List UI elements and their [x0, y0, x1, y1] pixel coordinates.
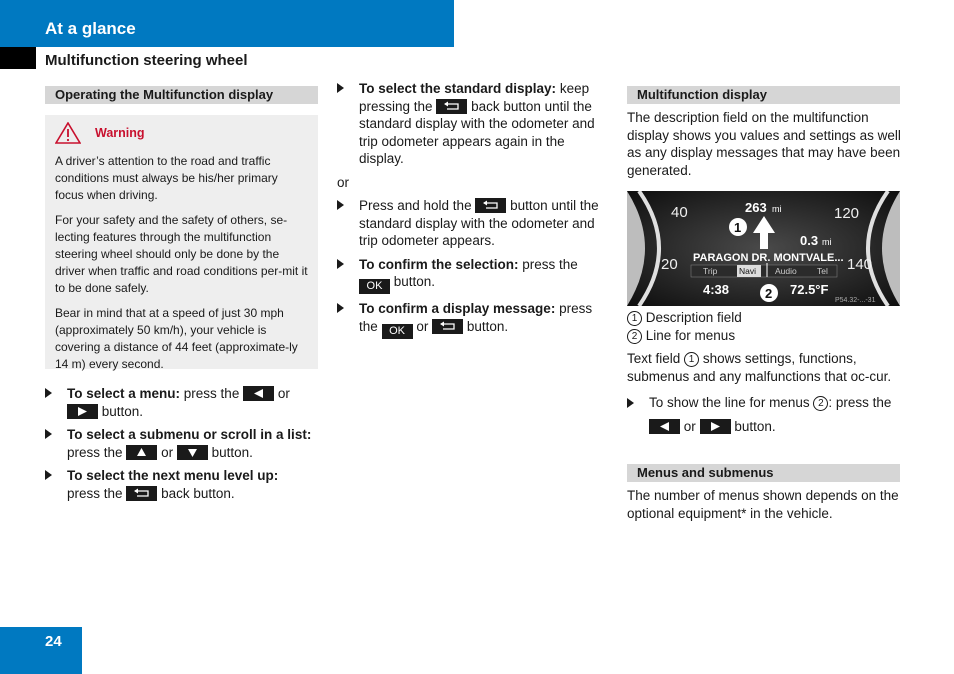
image-code: P54.32-...-31 — [835, 297, 876, 304]
or-text: or — [161, 444, 174, 460]
step-confirm-selection — [337, 256, 609, 295]
bullet-arrow-icon — [337, 83, 344, 93]
warning-label: Warning — [95, 125, 145, 140]
section-title: Multifunction steering wheel — [45, 52, 248, 69]
text-field-paragraph — [627, 350, 902, 385]
menus-paragraph: The number of menus shown depends on the optional equipment* in the vehicle. — [627, 488, 899, 521]
step-label: To confirm a display message: — [359, 301, 556, 316]
step-show-menu-line — [627, 391, 902, 439]
step-text: Press and hold the — [359, 198, 472, 213]
bullet-arrow-icon — [337, 303, 344, 313]
number-circle: 2 — [813, 396, 828, 411]
section-marker — [0, 47, 36, 69]
step-text: press the — [67, 485, 123, 501]
up-arrow-button-icon — [126, 445, 157, 460]
number-circle: 1 — [627, 311, 642, 326]
page-number-band — [0, 627, 82, 674]
warning-paragraph-1: A driver’s attention to the road and traffic conditions must always be his/her primary focus when driving. — [55, 154, 278, 202]
left-steps — [45, 385, 320, 502]
clock: 4:38 — [703, 282, 730, 297]
description-paragraph: The description field on the multifunction display shows you values and settings as well as any display messages that may have been generated. — [627, 110, 901, 178]
bullet-arrow-icon — [337, 200, 344, 210]
step-text: press the — [359, 301, 593, 334]
gauge-label: 120 — [834, 205, 860, 222]
menu-tel: Tel — [817, 266, 828, 276]
step-menu-level-up — [45, 467, 320, 502]
step-text: button. — [101, 403, 144, 419]
menu-audio: Audio — [775, 266, 797, 276]
gauge-label: 20 — [661, 256, 678, 273]
step-text: back button until the standard display with the odometer and trip odometer appears again in the display. — [359, 98, 595, 166]
body-text: shows settings, functions, submenus and any malfunctions that oc-cur. — [627, 351, 892, 384]
caption-line-for-menus — [627, 327, 902, 345]
bullet-arrow-icon — [627, 398, 634, 408]
step-label: To select a submenu or scroll in a list: — [67, 427, 312, 442]
multifunction-display-photo — [627, 191, 900, 306]
left-arrow-button-icon — [243, 386, 274, 401]
step-select-menu — [45, 385, 320, 420]
number-circle: 2 — [627, 329, 642, 344]
warning-paragraph-2: For your safety and the safety of others, se-lecting features through the multifunction steering wheel should only be done by the driver when traffic and road conditions per-mit it to be done safely. — [55, 213, 308, 295]
step-standard-display — [337, 80, 609, 168]
temperature: 72.5°F — [790, 282, 829, 297]
step-label: To select the next menu level up: — [67, 468, 279, 483]
or-text: or — [416, 318, 429, 334]
warning-box — [45, 115, 318, 369]
menus-submenus-heading: Menus and submenus — [627, 464, 900, 482]
small-distance-unit: mi — [822, 237, 832, 247]
distance-value: 263 — [745, 200, 767, 215]
step-text: button. — [211, 444, 253, 460]
page-number: 24 — [45, 633, 62, 650]
street-name: PARAGON DR. MONTVALE... — [693, 252, 844, 264]
step-text: button. — [734, 419, 776, 434]
chapter-title: At a glance — [45, 19, 136, 38]
callout-2-label: 2 — [765, 286, 773, 301]
back-button-icon — [436, 99, 467, 114]
step-text: press the — [522, 256, 578, 272]
step-text: To show the line for menus — [649, 395, 810, 410]
back-button-icon — [126, 486, 157, 501]
right-arrow-button-icon — [67, 404, 98, 419]
operating-display-heading: Operating the Multifunction display — [45, 86, 318, 104]
or-text: or — [277, 386, 290, 401]
step-text: keep pressing the — [359, 81, 590, 114]
or-separator: or — [337, 174, 350, 190]
body-text: Text field — [627, 351, 681, 366]
gauge-label: 40 — [671, 204, 688, 221]
step-text: : press the — [828, 395, 892, 410]
ok-button-icon: OK — [359, 279, 390, 294]
warning-triangle-icon — [55, 122, 81, 144]
middle-steps — [337, 80, 609, 339]
menu-trip: Trip — [703, 266, 718, 276]
distance-unit: mi — [772, 204, 782, 214]
left-arrow-button-icon — [649, 419, 680, 434]
or-text: or — [683, 419, 696, 434]
bullet-arrow-icon — [337, 259, 344, 269]
down-arrow-button-icon — [177, 445, 208, 460]
back-button-icon — [475, 198, 506, 213]
step-confirm-message — [337, 300, 609, 339]
step-text: button until the standard display with the odometer and trip odometer appears. — [359, 198, 599, 248]
step-text: button. — [393, 274, 436, 289]
bullet-arrow-icon — [45, 470, 52, 480]
back-button-icon — [432, 319, 463, 334]
menu-navi: Navi — [739, 266, 757, 276]
step-press-hold-back — [337, 197, 609, 250]
warning-paragraph-3: Bear in mind that at a speed of just 30 mph (approximately 50 km/h), your vehicle is covering a distance of 44 feet (approximate-ly 14 m) every second. — [55, 306, 298, 371]
step-text: press the — [183, 386, 240, 401]
caption-text: Line for menus — [645, 327, 736, 343]
step-label: To select the standard display: — [359, 81, 557, 96]
small-distance: 0.3 — [800, 233, 819, 248]
caption-text: Description field — [645, 310, 742, 325]
ok-button-icon: OK — [382, 324, 413, 339]
gauge-label: 140 — [847, 256, 873, 273]
multifunction-display-heading: Multifunction display — [627, 86, 900, 104]
caption-description-field — [627, 309, 902, 327]
number-circle: 1 — [684, 352, 699, 367]
step-text: back button. — [161, 485, 235, 501]
step-label: To select a menu: — [67, 386, 181, 401]
step-text: press the — [67, 444, 123, 460]
step-text: button. — [466, 318, 509, 334]
step-select-submenu — [45, 426, 320, 461]
right-arrow-button-icon — [700, 419, 731, 434]
step-label: To confirm the selection: — [359, 256, 519, 272]
callout-1-label: 1 — [734, 220, 742, 235]
bullet-arrow-icon — [45, 388, 52, 398]
bullet-arrow-icon — [45, 429, 52, 439]
right-text — [627, 309, 902, 439]
